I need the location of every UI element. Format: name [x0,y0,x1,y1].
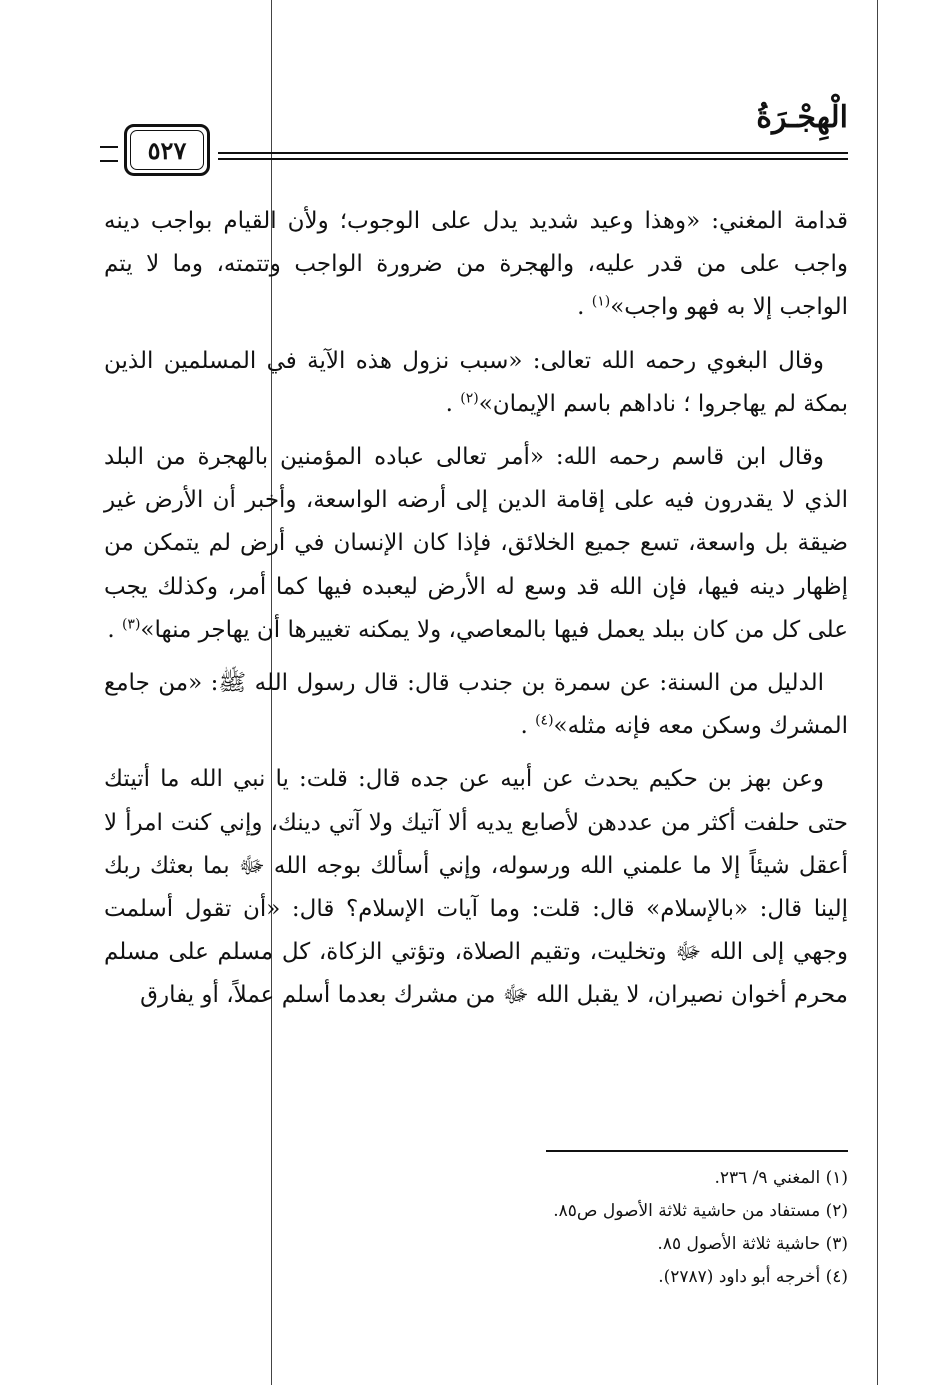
footnote-ref: (٤) [535,712,554,729]
footnote-ref: (١) [591,293,611,310]
footnote-separator [546,1150,848,1152]
body-text [104,200,848,1028]
paragraph: وقال ابن قاسم رحمه الله: «أمر تعالى عباده المؤمنين بالهجرة من البلد الذي لا يقدرون فيه على إقامة الدين إلى أرضه الواسعة، وأخبر أن الأرض غير ضيقة بل واسعة، تسع جميع الخلائق، فإذا كان الإنسان في أرض لم يتمكن من إظهار دينه فيها، فإن الله قد وسع له الأرض ليعبده فيها كما أمر، وكذلك يجب على كل من كان ببلد يعمل فيها بالمعاصي، ولا يمكنه تغييرها أن يهاجر منها»$^{(٣)}$ . [104,444,848,643]
footnote: (٢) مستفاد من حاشية ثلاثة الأصول ص٨٥. [553,1201,848,1221]
paragraph-text: وقال ابن قاسم رحمه الله: «أمر تعالى عباده المؤمنين بالهجرة من البلد الذي لا يقدرون فيه على إقامة الدين إلى أرضه الواسعة، وأخبر أن الأرض غير ضيقة بل واسعة، تسع جميع الخلائق، فإذا كان الإنسان في أرض لم يتمكن من إظهار دينه فيها، فإن الله قد وسع له الأرض ليعبده فيها كما أمر، وكذلك يجب على كل من كان ببلد يعمل فيها بالمعاصي، ولا يمكنه تغييرها أن يهاجر منها» [104,444,848,643]
header-side-mark [100,146,118,162]
scan-vertical-line-right [877,0,878,1385]
paragraph-text: قدامة المغني: «وهذا وعيد شديد يدل على الوجوب؛ ولأن القيام بواجب دينه واجب على من قدر عليه، والهجرة من ضرورة الواجب وتتمته، وما لا يتم الواجب إلا به فهو واجب» [104,208,848,321]
footnote-ref: (٢) [460,390,479,407]
paragraph-text: وعن بهز بن حكيم يحدث عن أبيه عن جده قال: قلت: يا نبي الله ما أتيتك حتى حلفت أكثر من عددهن لأصابع يديه ألا آتيك ولا آتي دينك، وإني كنت امرأ لا أعقل شيئاً إلا ما علمني الله ورسوله، وإني أسألك بوجه الله ﷻ بما بعثك ربك إلينا قال: «بالإسلام» قال: قلت: وما آيات الإسلام؟ قال: «أن تقول أسلمت وجهي إلى الله ﷻ وتخليت، وتقيم الصلاة، وتؤتي الزكاة، كل مسلم على مسلم محرم أخوان نصيران، لا يقبل الله ﷻ من مشرك بعدما أسلم عملاً، أو يفارق [104,766,848,1009]
paragraph-text: الدليل من السنة: عن سمرة بن جندب قال: قال رسول الله ﷺ: «من جامع المشرك وسكن معه فإنه مثله» [104,670,848,740]
paragraph-text: وقال البغوي رحمه الله تعالى: «سبب نزول هذه الآية في المسلمين الذين بمكة لم يهاجروا ؛ ناداهم باسم الإيمان» [104,347,848,417]
paragraph: وقال البغوي رحمه الله تعالى: «سبب نزول هذه الآية في المسلمين الذين بمكة لم يهاجروا ؛ ناداهم باسم الإيمان»$^{(٢)}$ . [104,347,848,417]
header-rule [218,152,848,160]
footnote: (٣) حاشية ثلاثة الأصول ٨٥. [657,1234,848,1254]
chapter-title: الْهِجْـرَةُ [756,100,848,135]
footnotes [300,1162,848,1294]
page-number-box [124,124,210,176]
footnote: (٤) أخرجه أبو داود (٢٧٨٧). [658,1267,848,1287]
page-number: ٥٢٧ [147,135,187,165]
page-header [100,100,848,182]
paragraph [104,758,848,1017]
paragraph: قدامة المغني: «وهذا وعيد شديد يدل على الوجوب؛ ولأن القيام بواجب دينه واجب على من قدر عليه، والهجرة من ضرورة الواجب وتتمته، وما لا يتم الواجب إلا به فهو واجب»$^{(١)}$ . [104,208,848,321]
footnote: (١) المغني ٩/ ٢٣٦. [714,1168,848,1188]
paragraph: الدليل من السنة: عن سمرة بن جندب قال: قال رسول الله ﷺ: «من جامع المشرك وسكن معه فإنه مثله»$^{(٤)}$ . [104,670,848,740]
footnote-ref: (٣) [121,616,141,633]
